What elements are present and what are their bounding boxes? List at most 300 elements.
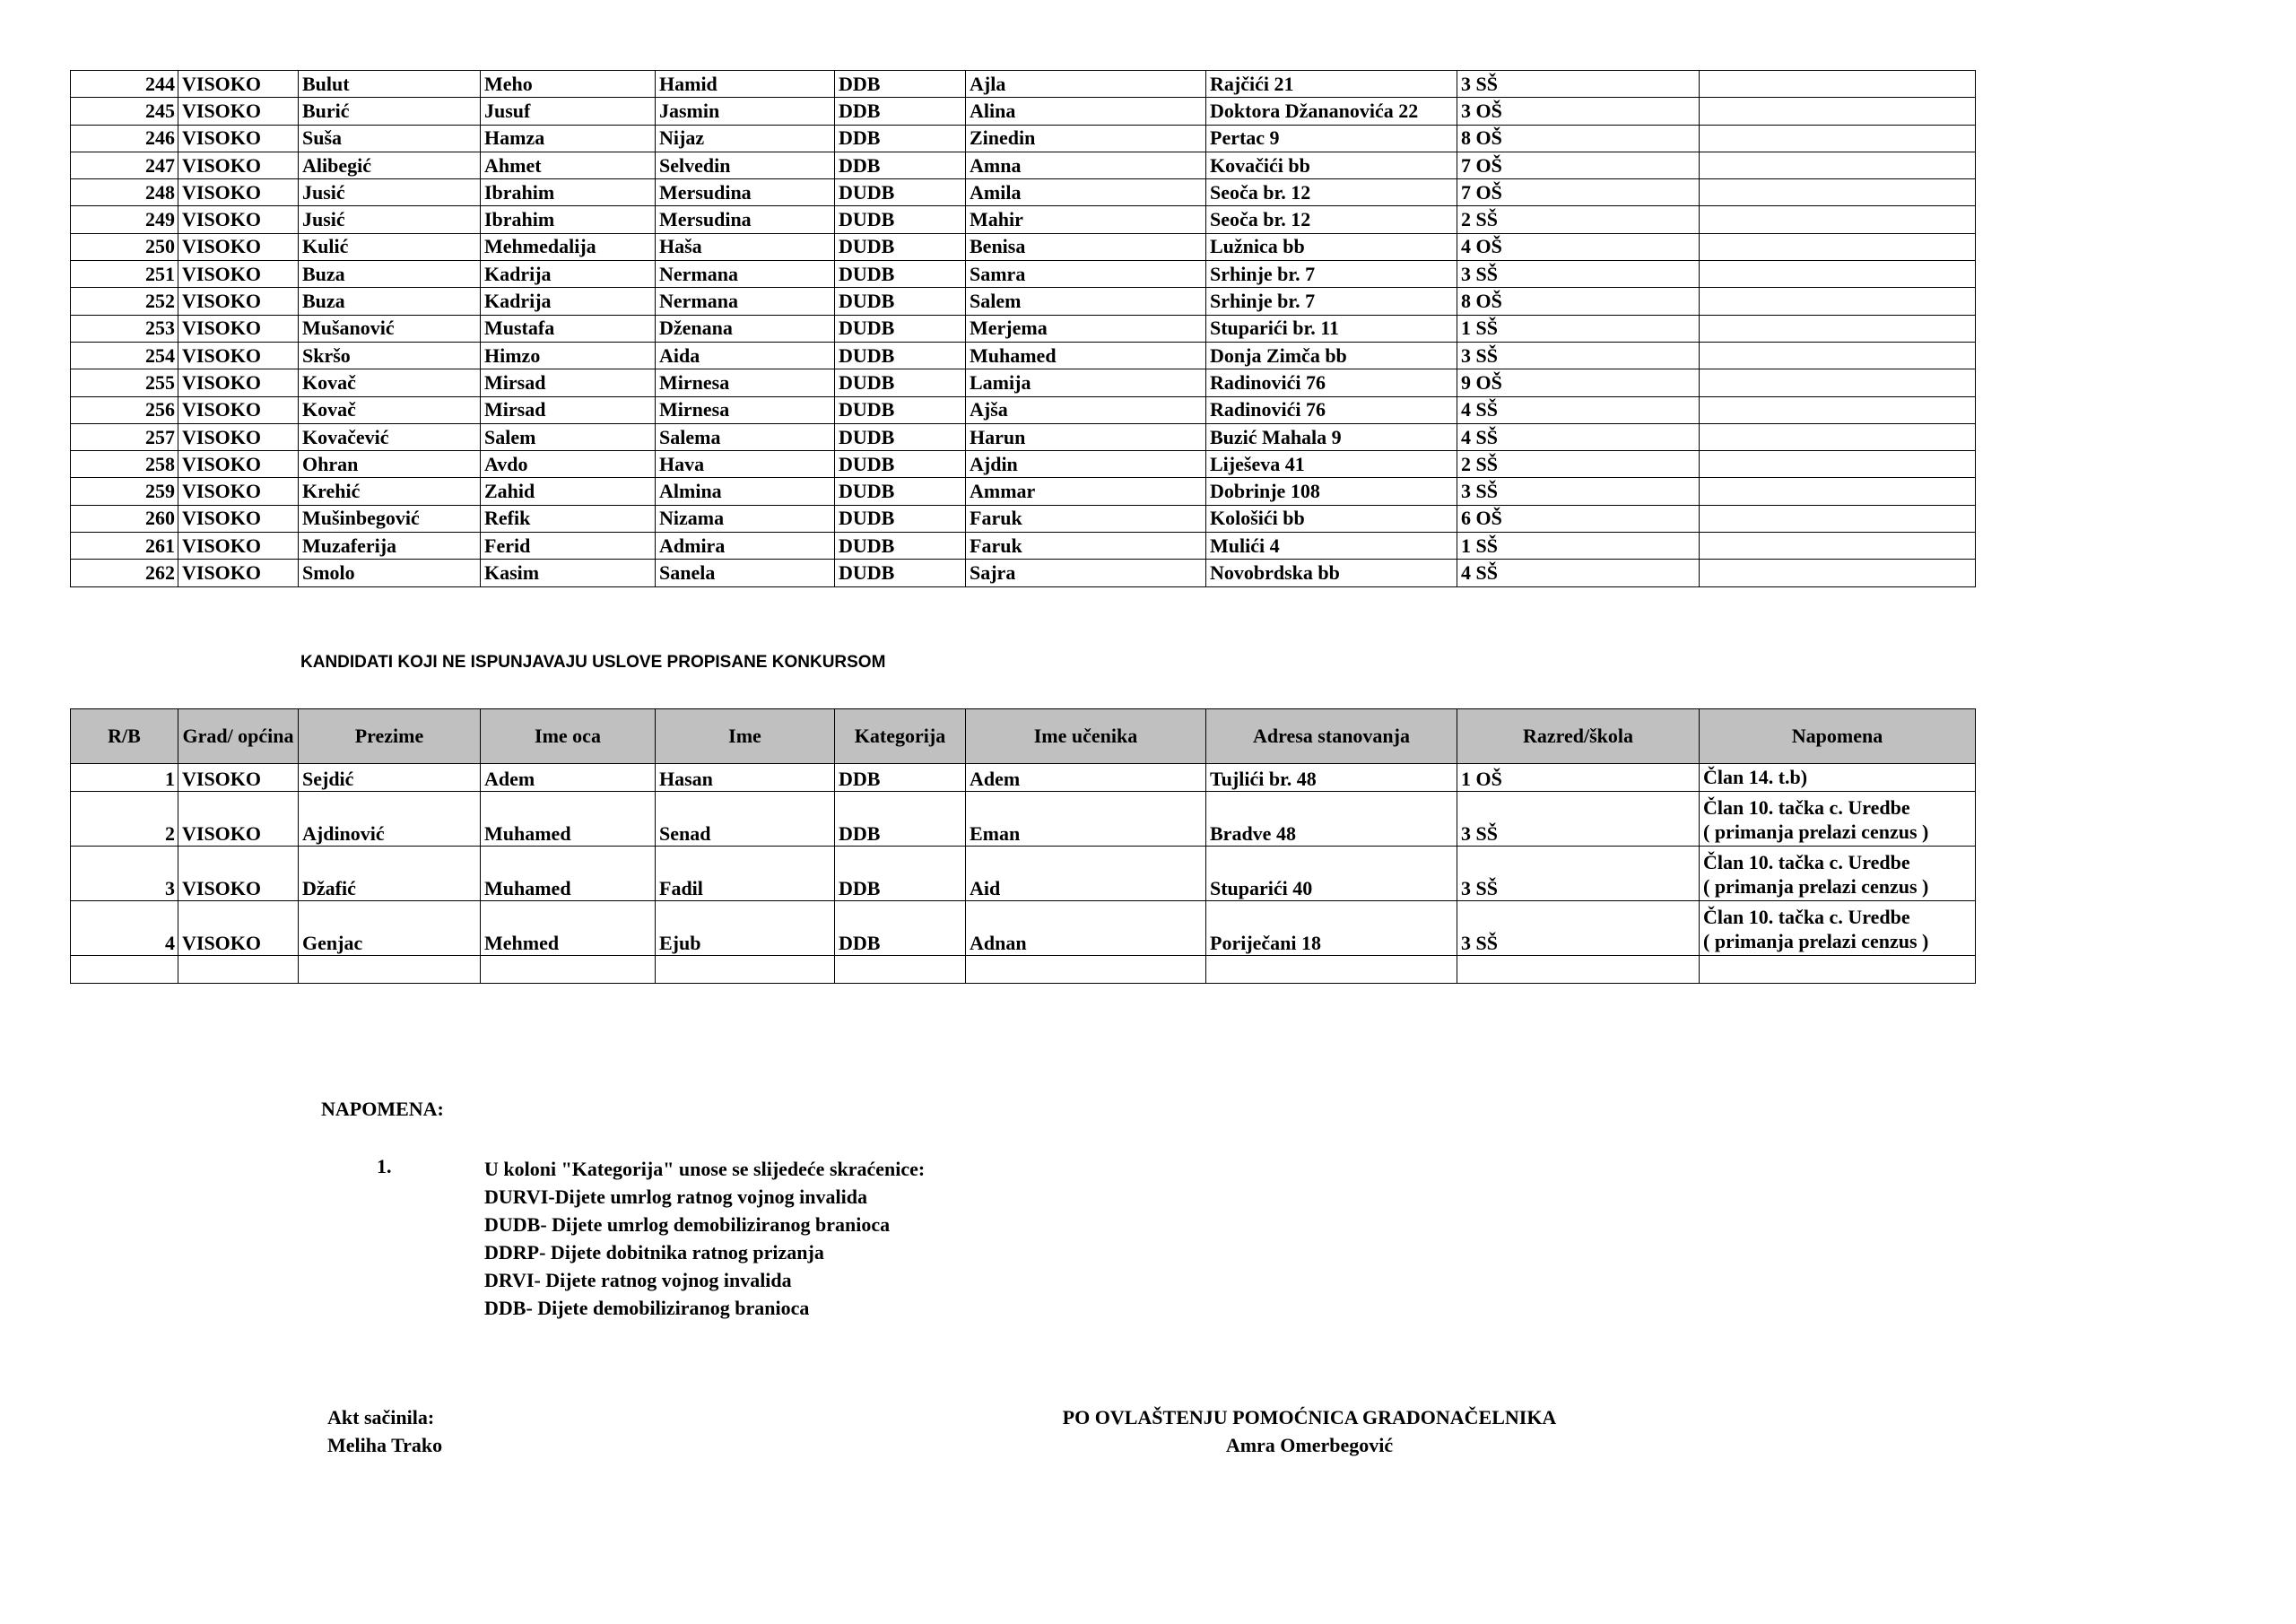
cell-grad: VISOKO	[178, 152, 299, 178]
table-row	[71, 451, 1976, 478]
cell-prezime: Kovačević	[299, 423, 481, 450]
empty-cell	[966, 956, 1206, 984]
cell-prezime: Mušanović	[299, 315, 481, 342]
cell-kategorija: DUDB	[835, 369, 966, 396]
cell-ime-oca: Kadrija	[481, 261, 656, 288]
cell-kategorija: DUDB	[835, 233, 966, 260]
header-napomena: Napomena	[1700, 709, 1976, 764]
cell-ime: Hamid	[656, 71, 835, 98]
cell-razred: 3 SŠ	[1457, 261, 1700, 288]
header-rb: R/B	[71, 709, 178, 764]
cell-rb: 2	[71, 792, 178, 847]
signature-left	[327, 1406, 442, 1462]
table-row	[71, 478, 1976, 505]
cell-kategorija: DUDB	[835, 396, 966, 423]
cell-razred: 3 SŠ	[1457, 792, 1700, 847]
cell-ime: Dženana	[656, 315, 835, 342]
cell-ime: Selvedin	[656, 152, 835, 178]
empty-cell	[835, 956, 966, 984]
cell-grad: VISOKO	[178, 478, 299, 505]
cell-ime-ucenika: Lamija	[966, 369, 1206, 396]
note-line: ( primanja prelazi cenzus )	[1703, 874, 1929, 898]
cell-rb: 259	[71, 478, 178, 505]
candidates-table-body	[71, 71, 1976, 587]
cell-ime-oca: Salem	[481, 423, 656, 450]
cell-adresa: Kovačići bb	[1206, 152, 1457, 178]
cell-ime: Ejub	[656, 901, 835, 956]
cell-razred: 4 SŠ	[1457, 396, 1700, 423]
cell-ime-oca: Muhamed	[481, 847, 656, 901]
cell-napomena	[1700, 233, 1976, 260]
cell-ime: Hava	[656, 451, 835, 478]
cell-ime-oca: Hamza	[481, 125, 656, 152]
cell-grad: VISOKO	[178, 533, 299, 560]
cell-napomena	[1700, 792, 1976, 847]
cell-kategorija: DDB	[835, 901, 966, 956]
header-ime: Ime	[656, 709, 835, 764]
cell-napomena	[1700, 533, 1976, 560]
cell-napomena	[1700, 206, 1976, 233]
cell-grad: VISOKO	[178, 233, 299, 260]
notes-line: DUDB- Dijete umrlog demobiliziranog branioca	[484, 1213, 891, 1236]
rejected-table-body	[71, 764, 1976, 984]
cell-napomena	[1700, 423, 1976, 450]
cell-ime: Mirnesa	[656, 369, 835, 396]
notes-line: DDB- Dijete demobiliziranog branioca	[484, 1297, 810, 1319]
cell-grad: VISOKO	[178, 847, 299, 901]
cell-ime: Nizama	[656, 505, 835, 532]
cell-ime-oca: Mustafa	[481, 315, 656, 342]
cell-adresa: Mulići 4	[1206, 533, 1457, 560]
cell-adresa: Srhinje br. 7	[1206, 288, 1457, 315]
table-row	[71, 261, 1976, 288]
note-line: Član 14. t.b)	[1703, 765, 1808, 788]
table-row	[71, 423, 1976, 450]
cell-ime: Jasmin	[656, 98, 835, 125]
header-razred-skola: Razred/škola	[1457, 709, 1700, 764]
table-row	[71, 125, 1976, 152]
cell-adresa: Donja Zimča bb	[1206, 342, 1457, 369]
cell-ime-ucenika: Merjema	[966, 315, 1206, 342]
cell-ime-ucenika: Ajša	[966, 396, 1206, 423]
cell-ime-ucenika: Mahir	[966, 206, 1206, 233]
header-ime-ucenika: Ime učenika	[966, 709, 1206, 764]
cell-rb: 261	[71, 533, 178, 560]
cell-ime-oca: Ibrahim	[481, 179, 656, 206]
cell-ime-oca: Refik	[481, 505, 656, 532]
cell-napomena	[1700, 261, 1976, 288]
cell-grad: VISOKO	[178, 261, 299, 288]
cell-grad: VISOKO	[178, 423, 299, 450]
cell-grad: VISOKO	[178, 71, 299, 98]
cell-razred: 3 SŠ	[1457, 847, 1700, 901]
cell-razred: 4 OŠ	[1457, 233, 1700, 260]
cell-ime-oca: Adem	[481, 764, 656, 792]
rejected-candidates-table	[70, 708, 1976, 984]
cell-ime: Senad	[656, 792, 835, 847]
cell-adresa: Stuparići br. 11	[1206, 315, 1457, 342]
cell-ime-oca: Ferid	[481, 533, 656, 560]
cell-prezime: Krehić	[299, 478, 481, 505]
cell-adresa: Liješeva 41	[1206, 451, 1457, 478]
table-row	[71, 764, 1976, 792]
cell-prezime: Buza	[299, 261, 481, 288]
cell-ime: Nermana	[656, 288, 835, 315]
table-row	[71, 71, 1976, 98]
cell-adresa: Dobrinje 108	[1206, 478, 1457, 505]
cell-ime: Admira	[656, 533, 835, 560]
note-line: ( primanja prelazi cenzus )	[1703, 929, 1929, 952]
cell-ime: Hasan	[656, 764, 835, 792]
table-row	[71, 847, 1976, 901]
cell-ime-ucenika: Alina	[966, 98, 1206, 125]
cell-napomena	[1700, 369, 1976, 396]
cell-ime: Salema	[656, 423, 835, 450]
cell-ime-ucenika: Muhamed	[966, 342, 1206, 369]
cell-razred: 1 SŠ	[1457, 315, 1700, 342]
empty-cell	[299, 956, 481, 984]
cell-rb: 258	[71, 451, 178, 478]
cell-ime-ucenika: Harun	[966, 423, 1206, 450]
table-row	[71, 560, 1976, 586]
cell-kategorija: DUDB	[835, 533, 966, 560]
cell-ime-ucenika: Faruk	[966, 533, 1206, 560]
notes-list	[484, 1155, 925, 1322]
cell-napomena	[1700, 125, 1976, 152]
cell-adresa: Doktora Džananovića 22	[1206, 98, 1457, 125]
cell-napomena	[1700, 764, 1976, 792]
cell-adresa: Poriječani 18	[1206, 901, 1457, 956]
cell-ime-ucenika: Ajdin	[966, 451, 1206, 478]
cell-ime-ucenika: Sajra	[966, 560, 1206, 586]
cell-ime: Nermana	[656, 261, 835, 288]
notes-item-number: 1.	[377, 1155, 392, 1177]
cell-adresa: Srhinje br. 7	[1206, 261, 1457, 288]
cell-kategorija: DDB	[835, 764, 966, 792]
cell-rb: 257	[71, 423, 178, 450]
cell-napomena	[1700, 98, 1976, 125]
cell-napomena	[1700, 901, 1976, 956]
cell-adresa: Tujlići br. 48	[1206, 764, 1457, 792]
cell-prezime: Sejdić	[299, 764, 481, 792]
cell-ime: Mersudina	[656, 206, 835, 233]
table-row	[71, 288, 1976, 315]
cell-ime-oca: Ibrahim	[481, 206, 656, 233]
cell-prezime: Jusić	[299, 179, 481, 206]
cell-prezime: Jusić	[299, 206, 481, 233]
cell-kategorija: DUDB	[835, 288, 966, 315]
cell-prezime: Mušinbegović	[299, 505, 481, 532]
header-adresa: Adresa stanovanja	[1206, 709, 1457, 764]
cell-ime: Mirnesa	[656, 396, 835, 423]
note-line: ( primanja prelazi cenzus )	[1703, 820, 1929, 843]
cell-napomena	[1700, 315, 1976, 342]
header-kategorija: Kategorija	[835, 709, 966, 764]
cell-ime-oca: Jusuf	[481, 98, 656, 125]
cell-prezime: Burić	[299, 98, 481, 125]
cell-napomena	[1700, 478, 1976, 505]
table-row	[71, 233, 1976, 260]
table-row	[71, 505, 1976, 532]
cell-rb: 254	[71, 342, 178, 369]
cell-kategorija: DUDB	[835, 451, 966, 478]
table-row	[71, 369, 1976, 396]
cell-rb: 262	[71, 560, 178, 586]
cell-kategorija: DUDB	[835, 342, 966, 369]
cell-prezime: Suša	[299, 125, 481, 152]
notes-line: DRVI- Dijete ratnog vojnog invalida	[484, 1269, 792, 1291]
cell-ime: Almina	[656, 478, 835, 505]
cell-razred: 6 OŠ	[1457, 505, 1700, 532]
cell-rb: 249	[71, 206, 178, 233]
cell-razred: 2 SŠ	[1457, 451, 1700, 478]
table-row	[71, 396, 1976, 423]
header-grad-opcina: Grad/ općina	[178, 709, 299, 764]
header-prezime: Prezime	[299, 709, 481, 764]
cell-ime: Fadil	[656, 847, 835, 901]
cell-kategorija: DUDB	[835, 478, 966, 505]
cell-razred: 2 SŠ	[1457, 206, 1700, 233]
cell-kategorija: DUDB	[835, 261, 966, 288]
cell-ime-oca: Kasim	[481, 560, 656, 586]
cell-adresa: Rajčići 21	[1206, 71, 1457, 98]
cell-razred: 7 OŠ	[1457, 179, 1700, 206]
cell-prezime: Buza	[299, 288, 481, 315]
cell-grad: VISOKO	[178, 396, 299, 423]
cell-napomena	[1700, 342, 1976, 369]
signature-left-name: Meliha Trako	[327, 1434, 443, 1456]
cell-razred: 9 OŠ	[1457, 369, 1700, 396]
empty-row	[71, 956, 1976, 984]
signature-left-label: Akt sačinila:	[327, 1406, 435, 1429]
cell-kategorija: DDB	[835, 792, 966, 847]
cell-napomena	[1700, 847, 1976, 901]
cell-ime: Nijaz	[656, 125, 835, 152]
cell-ime-ucenika: Faruk	[966, 505, 1206, 532]
cell-ime-oca: Himzo	[481, 342, 656, 369]
empty-cell	[71, 956, 178, 984]
cell-rb: 252	[71, 288, 178, 315]
cell-kategorija: DDB	[835, 152, 966, 178]
signature-right	[1058, 1406, 1561, 1462]
cell-prezime: Džafić	[299, 847, 481, 901]
cell-rb: 248	[71, 179, 178, 206]
cell-ime-ucenika: Samra	[966, 261, 1206, 288]
table-row	[71, 152, 1976, 178]
cell-ime-oca: Mehmed	[481, 901, 656, 956]
cell-adresa: Buzić Mahala 9	[1206, 423, 1457, 450]
cell-ime-ucenika: Ammar	[966, 478, 1206, 505]
cell-kategorija: DUDB	[835, 505, 966, 532]
empty-cell	[1206, 956, 1457, 984]
cell-ime-ucenika: Zinedin	[966, 125, 1206, 152]
cell-prezime: Bulut	[299, 71, 481, 98]
cell-rb: 256	[71, 396, 178, 423]
cell-napomena	[1700, 152, 1976, 178]
table-row	[71, 179, 1976, 206]
cell-adresa: Pertac 9	[1206, 125, 1457, 152]
cell-kategorija: DDB	[835, 847, 966, 901]
table-row	[71, 98, 1976, 125]
cell-napomena	[1700, 451, 1976, 478]
cell-ime-ucenika: Adem	[966, 764, 1206, 792]
cell-prezime: Genjac	[299, 901, 481, 956]
cell-adresa: Radinovići 76	[1206, 396, 1457, 423]
cell-ime-ucenika: Salem	[966, 288, 1206, 315]
cell-grad: VISOKO	[178, 315, 299, 342]
notes-title: NAPOMENA:	[321, 1098, 444, 1120]
cell-adresa: Kološići bb	[1206, 505, 1457, 532]
notes-line: DDRP- Dijete dobitnika ratnog prizanja	[484, 1241, 824, 1264]
cell-napomena	[1700, 396, 1976, 423]
cell-grad: VISOKO	[178, 901, 299, 956]
cell-adresa: Radinovići 76	[1206, 369, 1457, 396]
cell-razred: 3 OŠ	[1457, 98, 1700, 125]
cell-ime-ucenika: Adnan	[966, 901, 1206, 956]
cell-napomena	[1700, 505, 1976, 532]
cell-grad: VISOKO	[178, 288, 299, 315]
cell-adresa: Stuparići 40	[1206, 847, 1457, 901]
cell-razred: 8 OŠ	[1457, 288, 1700, 315]
cell-razred: 8 OŠ	[1457, 125, 1700, 152]
cell-ime-oca: Mirsad	[481, 396, 656, 423]
cell-grad: VISOKO	[178, 98, 299, 125]
cell-razred: 3 SŠ	[1457, 71, 1700, 98]
cell-prezime: Kovač	[299, 369, 481, 396]
header-row	[71, 709, 1976, 764]
cell-razred: 4 SŠ	[1457, 423, 1700, 450]
cell-ime-ucenika: Eman	[966, 792, 1206, 847]
cell-rb: 244	[71, 71, 178, 98]
cell-ime-ucenika: Amna	[966, 152, 1206, 178]
cell-rb: 4	[71, 901, 178, 956]
header-ime-oca: Ime oca	[481, 709, 656, 764]
cell-kategorija: DUDB	[835, 206, 966, 233]
cell-adresa: Bradve 48	[1206, 792, 1457, 847]
cell-napomena	[1700, 71, 1976, 98]
cell-ime-oca: Meho	[481, 71, 656, 98]
cell-ime: Haša	[656, 233, 835, 260]
cell-rb: 251	[71, 261, 178, 288]
cell-rb: 1	[71, 764, 178, 792]
cell-grad: VISOKO	[178, 792, 299, 847]
cell-ime: Sanela	[656, 560, 835, 586]
table-row	[71, 792, 1976, 847]
cell-ime-oca: Zahid	[481, 478, 656, 505]
cell-prezime: Ajdinović	[299, 792, 481, 847]
cell-grad: VISOKO	[178, 179, 299, 206]
cell-adresa: Seoča br. 12	[1206, 179, 1457, 206]
empty-cell	[1700, 956, 1976, 984]
cell-rb: 255	[71, 369, 178, 396]
cell-grad: VISOKO	[178, 560, 299, 586]
signature-right-name: Amra Omerbegović	[1225, 1434, 1394, 1456]
cell-prezime: Kulić	[299, 233, 481, 260]
cell-ime-oca: Kadrija	[481, 288, 656, 315]
cell-razred: 1 OŠ	[1457, 764, 1700, 792]
cell-grad: VISOKO	[178, 369, 299, 396]
cell-prezime: Alibegić	[299, 152, 481, 178]
cell-razred: 3 SŠ	[1457, 901, 1700, 956]
cell-rb: 253	[71, 315, 178, 342]
cell-ime: Mersudina	[656, 179, 835, 206]
cell-napomena	[1700, 560, 1976, 586]
cell-adresa: Seoča br. 12	[1206, 206, 1457, 233]
cell-rb: 260	[71, 505, 178, 532]
table-row	[71, 533, 1976, 560]
cell-ime-ucenika: Aid	[966, 847, 1206, 901]
cell-razred: 1 SŠ	[1457, 533, 1700, 560]
empty-cell	[1457, 956, 1700, 984]
cell-grad: VISOKO	[178, 764, 299, 792]
cell-prezime: Kovač	[299, 396, 481, 423]
cell-prezime: Muzaferija	[299, 533, 481, 560]
cell-razred: 3 SŠ	[1457, 478, 1700, 505]
rejected-section-heading: KANDIDATI KOJI NE ISPUNJAVAJU USLOVE PROPISANE KONKURSOM	[300, 653, 886, 672]
cell-ime: Aida	[656, 342, 835, 369]
cell-rb: 245	[71, 98, 178, 125]
cell-ime-oca: Avdo	[481, 451, 656, 478]
cell-adresa: Novobrdska bb	[1206, 560, 1457, 586]
table-row	[71, 206, 1976, 233]
cell-ime-ucenika: Benisa	[966, 233, 1206, 260]
cell-prezime: Ohran	[299, 451, 481, 478]
notes-line: U koloni "Kategorija" unose se slijedeće skraćenice:	[484, 1158, 926, 1180]
cell-napomena	[1700, 179, 1976, 206]
cell-razred: 4 SŠ	[1457, 560, 1700, 586]
table-row	[71, 901, 1976, 956]
cell-razred: 7 OŠ	[1457, 152, 1700, 178]
cell-ime-ucenika: Amila	[966, 179, 1206, 206]
cell-kategorija: DDB	[835, 98, 966, 125]
cell-grad: VISOKO	[178, 342, 299, 369]
cell-kategorija: DDB	[835, 125, 966, 152]
cell-grad: VISOKO	[178, 206, 299, 233]
cell-razred: 3 SŠ	[1457, 342, 1700, 369]
cell-prezime: Skršo	[299, 342, 481, 369]
cell-grad: VISOKO	[178, 505, 299, 532]
cell-rb: 246	[71, 125, 178, 152]
note-line: Član 10. tačka c. Uredbe	[1703, 906, 1910, 929]
cell-grad: VISOKO	[178, 451, 299, 478]
cell-adresa: Lužnica bb	[1206, 233, 1457, 260]
cell-rb: 247	[71, 152, 178, 178]
cell-napomena	[1700, 288, 1976, 315]
cell-rb: 3	[71, 847, 178, 901]
notes-line: DURVI-Dijete umrlog ratnog vojnog invalida	[484, 1185, 867, 1208]
cell-ime-oca: Muhamed	[481, 792, 656, 847]
cell-prezime: Smolo	[299, 560, 481, 586]
cell-kategorija: DUDB	[835, 560, 966, 586]
note-line: Član 10. tačka c. Uredbe	[1703, 851, 1910, 874]
empty-cell	[178, 956, 299, 984]
cell-kategorija: DDB	[835, 71, 966, 98]
cell-ime-oca: Mirsad	[481, 369, 656, 396]
empty-cell	[481, 956, 656, 984]
cell-kategorija: DUDB	[835, 423, 966, 450]
cell-grad: VISOKO	[178, 125, 299, 152]
table-row	[71, 342, 1976, 369]
cell-kategorija: DUDB	[835, 179, 966, 206]
candidates-table	[70, 70, 1976, 587]
note-line: Član 10. tačka c. Uredbe	[1703, 796, 1910, 820]
table-row	[71, 315, 1976, 342]
empty-cell	[656, 956, 835, 984]
cell-ime-oca: Mehmedalija	[481, 233, 656, 260]
cell-ime-ucenika: Ajla	[966, 71, 1206, 98]
cell-kategorija: DUDB	[835, 315, 966, 342]
signature-right-label: PO OVLAŠTENJU POMOĆNICA GRADONAČELNIKA	[1062, 1406, 1557, 1429]
